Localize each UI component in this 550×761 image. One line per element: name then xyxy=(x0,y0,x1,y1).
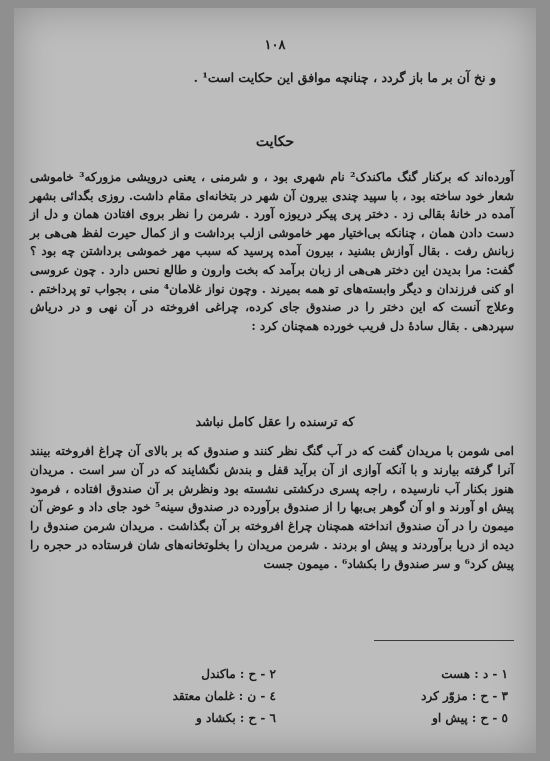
footnote: ٤ - ن : غلمان معتقد xyxy=(172,689,276,703)
footnote: ١ - د : هست xyxy=(441,667,508,681)
footnotes-right xyxy=(348,663,508,729)
verse-line: که ترسنده را عقل کامل نباشد xyxy=(195,414,355,429)
footnotes-left xyxy=(116,663,276,729)
footnote: ٢ - ح : ماکندل xyxy=(201,667,276,681)
footnote: ٣ - ح : مزوّر کرد xyxy=(421,689,508,703)
page-number: ١٠٨ xyxy=(264,38,286,53)
paragraph-1: آورده‌اند که برکنار گنگ ماکندک² نام شهری بود ، و شرمنی ، یعنی درویشی مزورکه³ خاموشی شعار خود ساخته بود ، با سپید چندی بیرون آن شهر در بتخانه‌ای مقام داشت. روزی بگدائی بشهر آمده در خانهٔ بقالی زد . دختر پری پیکر دریوزه آورد . شرمن را نظر بروی افتادن همان و دل از دست دادن همان ، چنانکه بی‌اختیار مهر خاموشی ازلب برداشت و از کمال حیرت لفظ هی‌هی بر زبانش رفت . بقال آوازش بشنید ، بیرون آمده پرسید که سبب مهر خموشی برداشتن چه بود ؟ گفت: مرا بدیدن این دختر هی‌هی از زبان برآمد که بخت وارون و طالع نحس دارد . چون عروسی او کنی فرزندان و دیگر وابسته‌های تو همه بمیرند . وچون نواز غلامان⁴ منی ، بجواب تو پرداختم . وعلاج آنست که این دختر را در صندوق جای کرده، چراغی افروخته در آن نهی و در دریاش سپردهی . بقال سادهٔ دل فریب خورده همچنان کرد : xyxy=(30,170,514,333)
paragraph-2: امی شومن با مریدان گفت که در آب گنگ نظر کنند و صندوق که بر بالای آن چراغ افروخته بینند آنرا گرفته بیارند و با آنکه آوازی از آن برآید قفل و بندش نگشایند که در آن سر است . مریدان هنوز بکنار آب نارسیده ، راجه پسری درکشتی نشسته بود ونظرش بر آن صندوق افتاده ، فرمود پیش او آورند و او آن گوهر بی‌بها را از صندوق برآورده در صندوق سینه⁵ خود جای داد و عوض آن میمون را در آن صندوق انداخته همچنان چراغ افروخته بر آن بگذاشت . مریدان شرمن صندوق را دیده از دریا برآوردند و پیش او بردند . شرمن مریدان را بخلوتخانه‌های شان فرستاده در حجره را پیش کرد⁶ و سر صندوق را بکشاد⁶ . میمون جست xyxy=(30,444,514,571)
footnote-rule xyxy=(374,640,514,641)
footnote: ٥ - ح : پیش او xyxy=(432,711,508,725)
footnote: ٦ - ح : بکشاد و xyxy=(196,711,276,725)
scanned-page xyxy=(14,8,536,753)
section-heading: حکایت xyxy=(255,134,295,150)
opening-line: و نخ آن بر ما باز گردد ، چنانچه موافق این حکایت است¹ . xyxy=(193,70,496,85)
